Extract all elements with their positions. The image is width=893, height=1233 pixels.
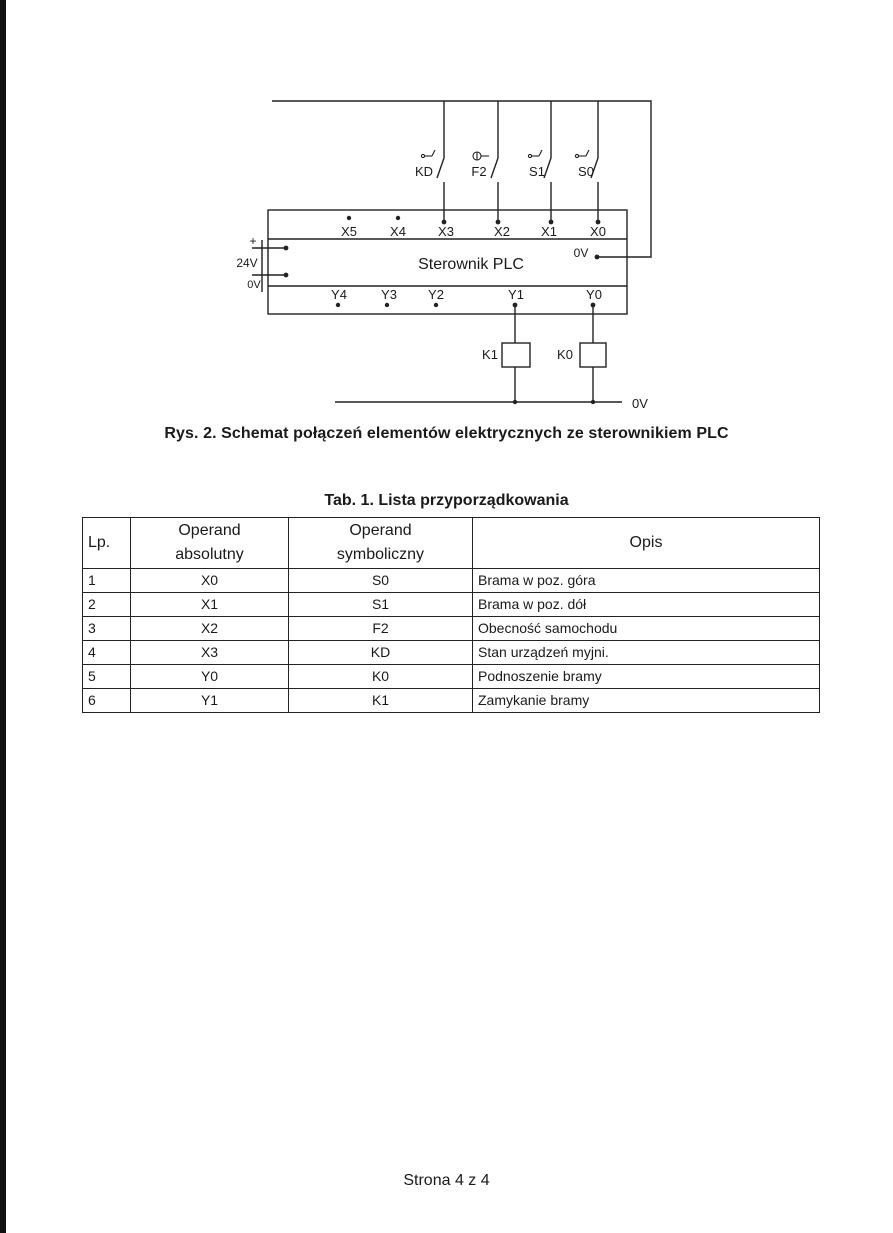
controller-label: Sterownik PLC	[418, 256, 524, 273]
contact-label: S0	[578, 164, 594, 179]
page-number: Strona 4 z 4	[403, 1172, 490, 1189]
cell-description: Brama w poz. dół	[473, 593, 820, 617]
table-row	[83, 593, 820, 617]
cell-symbolic: K1	[289, 689, 473, 713]
cell-description: Obecność samochodu	[473, 617, 820, 641]
cell-symbolic: KD	[289, 641, 473, 665]
table-row	[83, 641, 820, 665]
cell-absolute: X1	[131, 593, 289, 617]
cell-lp: 3	[83, 617, 131, 641]
common-0v-label: 0V	[573, 246, 589, 260]
header-absolute-operand	[131, 518, 289, 569]
coil-label: K0	[557, 347, 573, 362]
output-label: Y3	[381, 287, 397, 302]
output-label: Y4	[331, 287, 347, 302]
header-symbolic-operand	[289, 518, 473, 569]
contact-label: F2	[471, 164, 487, 179]
table-title: Tab. 1. Lista przyporządkowania	[324, 492, 569, 509]
cell-lp: 2	[83, 593, 131, 617]
cell-description: Zamykanie bramy	[473, 689, 820, 713]
table-row	[83, 689, 820, 713]
coil-k0	[580, 343, 606, 367]
cell-symbolic: S0	[289, 569, 473, 593]
input-label: X5	[341, 224, 357, 239]
cell-absolute: X0	[131, 569, 289, 593]
coil-label: K1	[482, 347, 498, 362]
output-label: Y0	[586, 287, 602, 302]
supply-zero-label: 0V	[247, 279, 261, 291]
header-sym-line2: symboliczny	[336, 546, 425, 563]
cell-lp: 5	[83, 665, 131, 689]
wiring-schematic	[0, 0, 893, 420]
header-abs-line1: Operand	[178, 522, 241, 539]
cell-symbolic: F2	[289, 617, 473, 641]
figure-caption: Rys. 2. Schemat połączeń elementów elektrycznych ze sterownikiem PLC	[164, 425, 729, 442]
cell-symbolic: K0	[289, 665, 473, 689]
cell-symbolic: S1	[289, 593, 473, 617]
bottom-0v-label: 0V	[632, 396, 648, 411]
header-abs-line2: absolutny	[175, 546, 244, 563]
header-opis: Opis	[473, 518, 820, 569]
cell-absolute: X2	[131, 617, 289, 641]
cell-lp: 4	[83, 641, 131, 665]
supply-plus-label: +	[249, 234, 257, 248]
input-label: X1	[541, 224, 557, 239]
input-label: X0	[590, 224, 606, 239]
contact-label: KD	[414, 164, 434, 179]
cell-description: Podnoszenie bramy	[473, 665, 820, 689]
header-sym-line1: Operand	[349, 522, 412, 539]
output-label: Y1	[508, 287, 524, 302]
input-label: X4	[390, 224, 406, 239]
input-label: X3	[438, 224, 454, 239]
cell-description: Brama w poz. góra	[473, 569, 820, 593]
header-lp: Lp.	[83, 518, 131, 569]
table-row	[83, 665, 820, 689]
supply-voltage-label: 24V	[236, 256, 258, 270]
contact-label: S1	[529, 164, 545, 179]
cell-absolute: Y0	[131, 665, 289, 689]
assignment-table	[82, 517, 820, 713]
cell-absolute: X3	[131, 641, 289, 665]
cell-description: Stan urządzeń myjni.	[473, 641, 820, 665]
cell-absolute: Y1	[131, 689, 289, 713]
cell-lp: 1	[83, 569, 131, 593]
table-header-row	[83, 518, 820, 569]
output-label: Y2	[428, 287, 444, 302]
table-row	[83, 569, 820, 593]
input-label: X2	[494, 224, 510, 239]
cell-lp: 6	[83, 689, 131, 713]
coil-k1	[502, 343, 530, 367]
table-row	[83, 617, 820, 641]
